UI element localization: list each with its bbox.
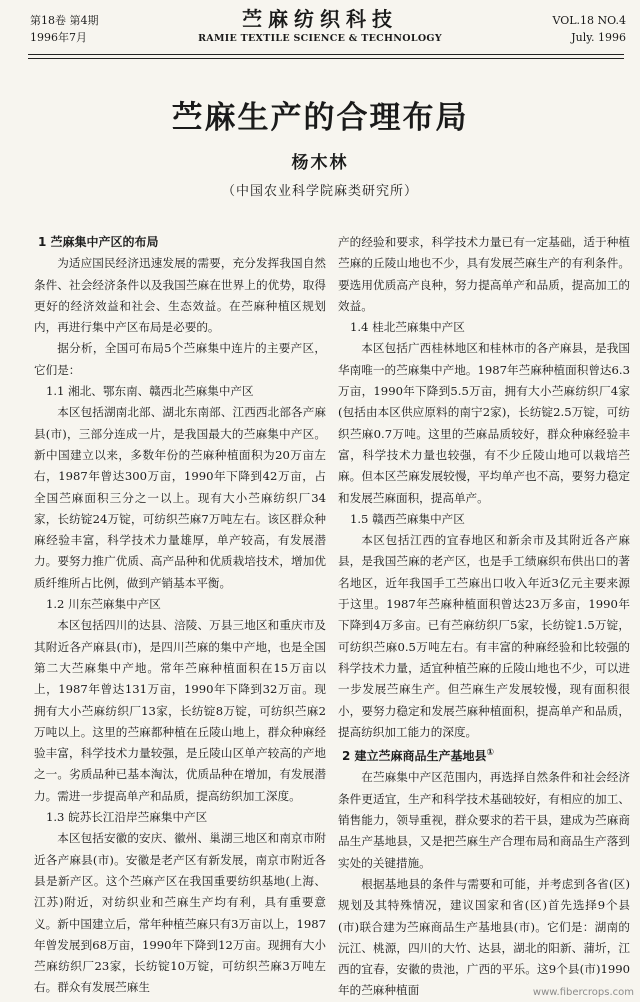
body-paragraph: [338, 874, 630, 1002]
subsection-heading: [338, 509, 630, 530]
text-content: 2 建立苎麻商品生产基地县: [342, 749, 487, 764]
text-content: 1.3 皖苏长江沿岸苎麻集中产区: [46, 810, 208, 825]
body-paragraph: [34, 253, 326, 338]
subsection-heading: [34, 594, 326, 615]
right-column: [338, 232, 630, 1002]
left-column: [34, 232, 326, 999]
body-paragraph: [338, 530, 630, 743]
body-paragraph: [34, 828, 326, 998]
text-content: 本区包括安徽的安庆、徽州、巢湖三地区和南京市附近各产麻县(市)。安徽是老产区有新发展，南京市附近各县是新产区。这个苎麻产区在我国重要纺织基地(上海、江苏)附近，对纺织业和苎麻生产均有利，具有重要意义。新中国建立后，常年种植苎麻只有3万亩以上，1987年曾发展到68万亩，1990年下降到12万亩。现拥有大小苎麻纺织厂23家，长纺锭10万锭，可纺织苎麻3万吨左右。群众有发展苎麻生: [34, 831, 326, 995]
text-content: 1.2 川东苎麻集中产区: [46, 597, 161, 612]
text-content: 产的经验和要求，科学技术力量已有一定基础，适于种植苎麻的丘陵山地也不少，具有发展苎麻生产的有利条件。要选用优质高产良种，努力提高单产和品质，提高加工的效益。: [338, 235, 630, 313]
journal-name-en: RAMIE TEXTILE SCIENCE & TECHNOLOGY: [198, 33, 442, 44]
header-rule-bottom: [28, 58, 624, 59]
body-paragraph: [338, 767, 630, 873]
subsection-heading: [34, 807, 326, 828]
text-content: 1.4 桂北苎麻集中产区: [350, 320, 465, 335]
text-content: 1 苎麻集中产区的布局: [38, 235, 159, 249]
subsection-heading: [338, 317, 630, 338]
article-title: 苎麻生产的合理布局: [171, 100, 469, 136]
section-heading: [34, 232, 326, 253]
volume-issue-en: VOL.18 NO.4: [552, 14, 626, 27]
text-content: 本区包括湖南北部、湖北东南部、江西西北部各产麻县(市)，三部分连成一片，是我国最大的苎麻集中产区。新中国建立以来，多数年份的苎麻种植面积为20万亩左右，1987年曾达300万亩，1990年下降到42万亩，占全国苎麻面积三分之一以上。现有大小苎麻纺织厂34家，长纺锭24万锭，可纺织苎麻7万吨左右。该区群众种麻经验丰富，科学技术力量雄厚，单产较高，有发展潜力。要努力推广优质、高产品种和优质栽培技术，增加优质纤维所占比例，做到产销基本平衡。: [34, 405, 326, 590]
text-content: 本区包括江西的宜春地区和新余市及其附近各产麻县，是我国苎麻的老产区，也是手工绩麻织布供出口的著名地区，近年我国手工苎麻出口收入年近3亿元主要来源于这里。1987年苎麻种植面积曾达23万多亩，1990年下降到4万多亩。已有苎麻纺织厂5家，长纺锭1.5万锭，可纺织苎麻0.5万吨左右。有丰富的种麻经验和比较强的科学技术力量，适宜种植苎麻的丘陵山地也不少，可以进一步发展苎麻生产。但苎麻生产发展较慢，现有面积很小，要努力稳定和发展苎麻种植面积，提高单产和品质，提高纺织加工能力的深度。: [338, 533, 630, 739]
body-paragraph: [34, 615, 326, 807]
header-rule-top: [28, 54, 624, 55]
text-content: 据分析，全国可布局5个苎麻集中连片的主要产区，它们是：: [34, 341, 326, 377]
article-affiliation: （中国农业科学院麻类研究所）: [221, 184, 418, 199]
date-cn: 1996年7月: [30, 31, 87, 44]
body-paragraph: [34, 338, 326, 381]
date-en: July. 1996: [571, 31, 626, 44]
text-content: 本区包括广西桂林地区和桂林市的各产麻县，是我国华南唯一的苎麻集中产地。1987年苎麻种植面积曾达6.3万亩，1990年下降到5.5万亩，拥有大小苎麻纺织厂4家(包括由本区供应原料的南宁2家)，长纺锭2.5万锭，可纺织苎麻0.7万吨。这里的苎麻品质较好，群众种麻经验丰富，科学技术力量也较强，有不少丘陵山地可以栽培苎麻。但本区苎麻发展较慢，平均单产也不高，要努力稳定和发展苎麻面积，提高单产。: [338, 341, 630, 505]
body-paragraph: [338, 338, 630, 508]
text-content: 1.1 湘北、鄂东南、赣西北苎麻集中产区: [46, 384, 254, 399]
footnote-marker: ①: [486, 748, 495, 759]
journal-name-cn: 苎麻纺织科技: [242, 7, 398, 31]
text-content: 为适应国民经济迅速发展的需要，充分发挥我国自然条件、社会经济条件以及我国苎麻在世界上的优势，取得更好的经济效益和社会、生态效益。在苎麻种植区规划内，再进行集中产区布局是必要的。: [34, 256, 326, 335]
volume-issue-cn: 第18卷 第4期: [30, 14, 99, 27]
journal-header: [0, 0, 640, 60]
header-center: [150, 6, 490, 46]
watermark: www.fibercrops.com: [532, 987, 634, 998]
article-author: 杨木林: [291, 153, 349, 173]
subsection-heading: [34, 381, 326, 402]
body-paragraph: [34, 402, 326, 594]
text-content: 本区包括四川的达县、涪陵、万县三地区和重庆市及其附近各产麻县(市)，是四川苎麻的集中产地，也是全国第二大苎麻集中产地。常年苎麻种植面积在15万亩以上，1987年曾达131万亩，1990年下降到32万亩。现拥有大小苎麻纺织厂13家，长纺锭8万锭，可纺织苎麻2万吨以上。这里的苎麻都种植在丘陵山地上，群众种麻经验丰富，科学技术力量较强，是丘陵山区单产较高的产地之一。劣质品种已基本淘汰，优质品种在增加，有发展潜力。需进一步提高单产和品质，提高纺织加工深度。: [34, 618, 326, 803]
text-content: 根据基地县的条件与需要和可能，并考虑到各省(区)规划及其特殊情况，建议国家和省(区)首先选择9个县(市)联合建为苎麻商品生产基地县(市)。它们是：湖南的沅江、桃源，四川的大竹、达县，湖北的阳新、蒲圻，江西的宜春，安徽的贵池，广西的平乐。这9个县(市)1990年的苎麻种植面: [338, 876, 630, 998]
header-right: [552, 12, 626, 46]
header-left: [30, 12, 99, 46]
section-heading: [338, 743, 630, 767]
text-content: 在苎麻集中产区范围内，再选择自然条件和社会经济条件更适宜，生产和科学技术基础较好，有相应的加工、销售能力，领导重视，群众要求的若干县，建成为苎麻商品生产基地县，又是把苎麻生产合理布局和商品生产落到实处的关键措施。: [338, 770, 630, 870]
body-paragraph: [338, 232, 630, 317]
text-content: 1.5 赣西苎麻集中产区: [350, 511, 465, 526]
